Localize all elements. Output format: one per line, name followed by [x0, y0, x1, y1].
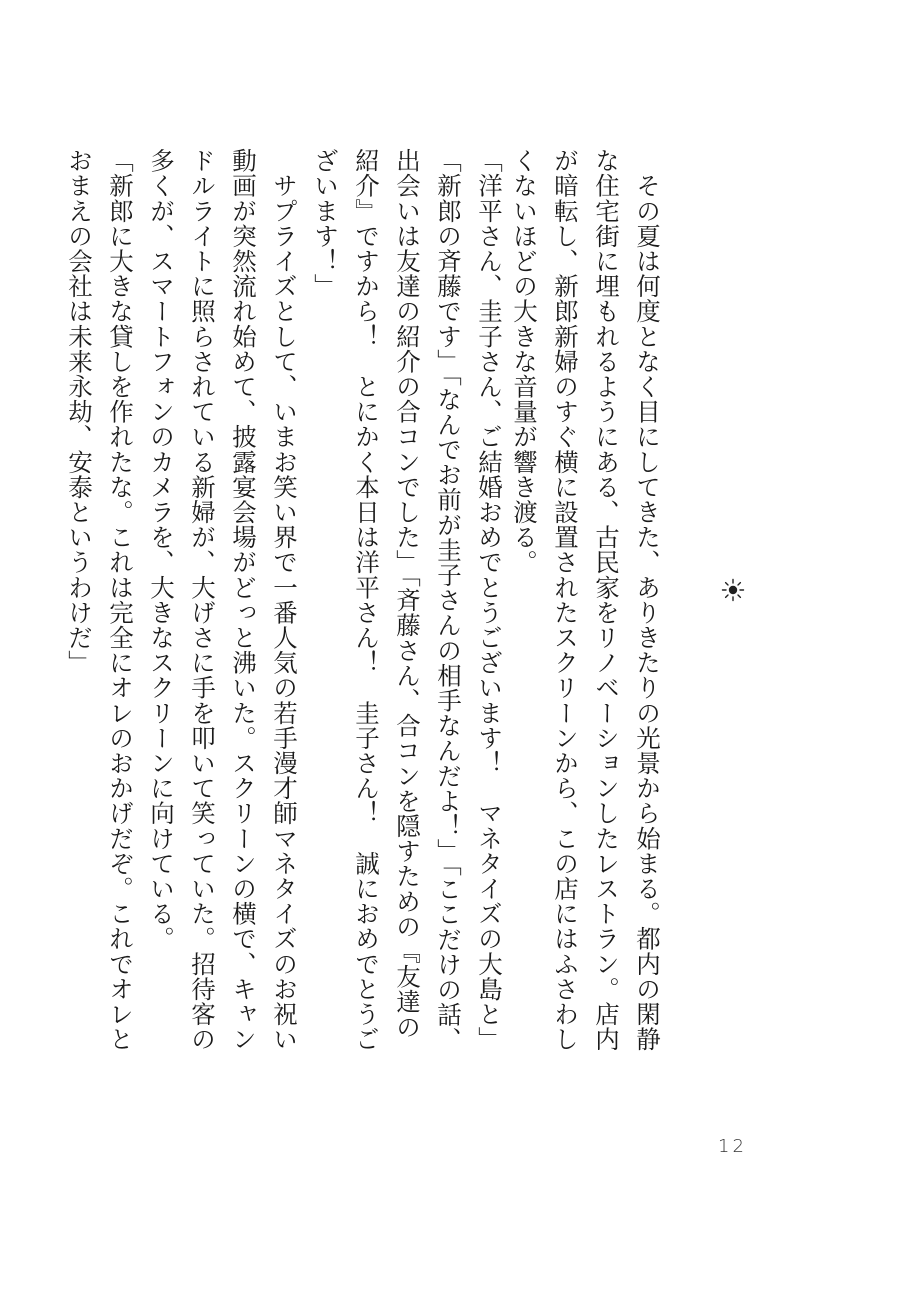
sun-icon — [721, 578, 745, 602]
text-block-main — [65, 148, 510, 1058]
paragraph-opening: その夏は何度となく目にしてきた、ありきたりの光景から始まる。都内の閑静な住宅街に埋もれるようにある、古民家をリノベーションしたレストラン。店内が暗転し、新郎新婦のすぐ横に設置されたスクリーンから、この店にはふさわしくないほどの大きな音量が響き渡る。 — [510, 148, 662, 1052]
page-number: 12 — [718, 1136, 747, 1157]
paragraph-main: 「洋平さん、圭子さん、ご結婚おめでとうございます！ マネタイズの大島と」「新郎の斉藤です」「なんでお前が圭子さんの相手なんだよ！」「ここだけの話、出会いは友達の紹介の合コンでした」「斉藤さん、合コンを隠すための『友達の紹介』ですから！ とにかく本日は洋平さん！ 圭子さん！ 誠におめでとうございます！」 サプライズとして、いまお笑い界で一番人気の若手漫才師マネタイズのお祝い動画が突然流れ始めて、披露宴会場がどっと沸いた。スクリーンの横で、キャンドルライトに照らされている新婦が、大げさに手を叩いて笑っていた。招待客の多くが、スマートフォンのカメラを、大きなスクリーンに向けている。 「新郎に大きな貸しを作れたな。これは完全にオレのおかげだぞ。これでオレとおまえの会社は未来永劫、安泰というわけだ」 — [65, 148, 504, 1053]
